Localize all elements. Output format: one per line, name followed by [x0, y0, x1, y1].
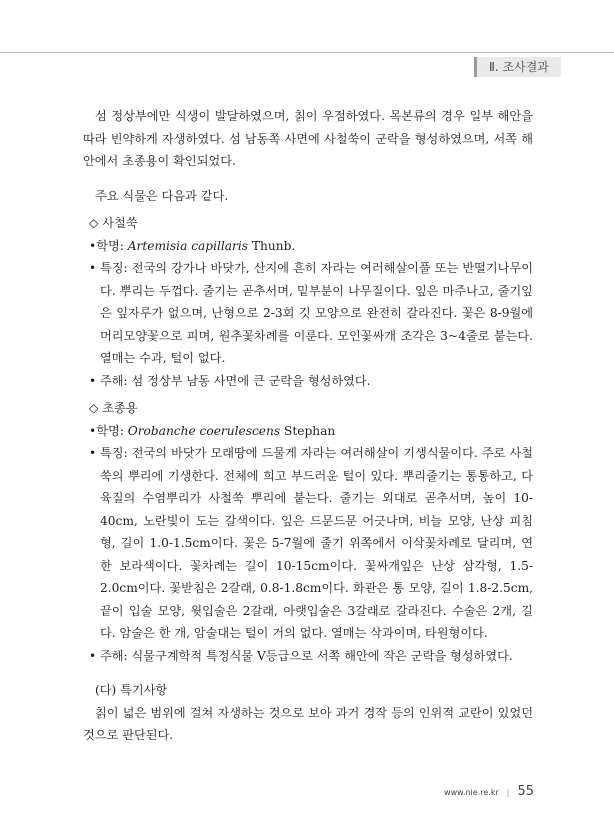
species-block-orobanche [83, 397, 533, 667]
intro-paragraph: 섬 정상부에만 식생이 발달하였으며, 칡이 우점하였다. 목본류의 경우 일부 해안을 따라 빈약하게 자생하였다. 섬 남동쪽 사면에 사철쑥이 군락을 형성하였으며, 서쪽 해안에서 초종용이 확인되었다. [83, 109, 533, 168]
species-habitat: • 주해: 식물구계학적 특정식물 V등급으로 서쪽 해안에 작은 군락을 형성하였다. [89, 645, 533, 668]
author-name: Stephan [280, 423, 336, 438]
special-notes-heading: (다) 특기사항 [95, 683, 168, 697]
scientific-name: Artemisia capillaris [127, 238, 249, 253]
footer-separator: | [506, 788, 510, 797]
footer-url: www.nie.re.kr [444, 788, 499, 797]
species-name: ◇ 사철쑥 [89, 216, 138, 230]
species-feature: • 특징: 전국의 강가나 바닷가, 산지에 흔히 자라는 여러해살이풀 또는 반떨기나무이다. 뿌리는 두껍다. 줄기는 곧추서며, 밑부분이 나무질이다. 잎은 마주나고, 줄기잎은 잎자루가 없으며, 난형으로 2-3회 깃 모양으로 완전히 갈라진다. 꽃은 8-9월에 머리모양꽃으로 피며, 원추꽃차례를 이룬다. 모인꽃싸개 조각은 3~4줄로 붙는다. 열매는 수과, 털이 없다. [89, 257, 533, 370]
page-number: 55 [517, 784, 534, 799]
scientific-name: Orobanche coerulescens [127, 423, 281, 438]
species-feature: • 특징: 전국의 바닷가 모래땅에 드물게 자라는 여러해살이 기생식물이다. 주로 사철쑥의 뿌리에 기생한다. 전체에 희고 부드러운 털이 있다. 뿌리줄기는 통통하고, 다육질의 수염뿌리가 사철쑥 뿌리에 붙는다. 줄기는 외대로 곧추서며, 높이 10-40cm, 노란빛이 도는 갈색이다. 잎은 드문드문 어긋나며, 비늘 모양, 난상 피침형, 길이 1.0-1.5cm이다. 꽃은 5-7월에 줄기 위쪽에서 이삭꽃차례로 달리며, 연한 보라색이다. 꽃차례는 길이 10-15cm이다. 꽃싸개잎은 난상 삼각형, 1.5-2.0cm이다. 꽃받침은 2갈래, 0.8-1.8cm이다. 화관은 통 모양, 길이 1.8-2.5cm, 끝이 입술 모양, 윗입술은 2갈래, 아랫입술은 3갈래로 갈라진다. 수술은 2개, 길다. 암술은 한 개, 암술대는 털이 거의 없다. 열매는 삭과이며, 타원형이다. [89, 442, 533, 645]
scientific-name-line: •학명: Artemisia capillaris Thunb. [89, 238, 296, 253]
page-body [83, 105, 533, 747]
author-name: Thunb. [248, 238, 296, 253]
main-plants-heading: 주요 식물은 다음과 같다. [95, 188, 229, 203]
page-footer [444, 780, 534, 799]
special-notes-text: 칡이 넓은 범위에 걸쳐 자생하는 것으로 보아 과거 경작 등의 인위적 교란이 있었던 것으로 판단된다. [83, 705, 533, 742]
header-rule [0, 52, 614, 53]
species-habitat: • 주해: 섬 정상부 남동 사면에 큰 군락을 형성하였다. [89, 370, 533, 393]
species-block-artemisia [83, 212, 533, 392]
section-header: Ⅱ. 조사결과 [474, 57, 561, 77]
scientific-name-line: •학명: Orobanche coerulescens Stephan [89, 423, 336, 438]
species-name: ◇ 초종용 [89, 401, 138, 415]
